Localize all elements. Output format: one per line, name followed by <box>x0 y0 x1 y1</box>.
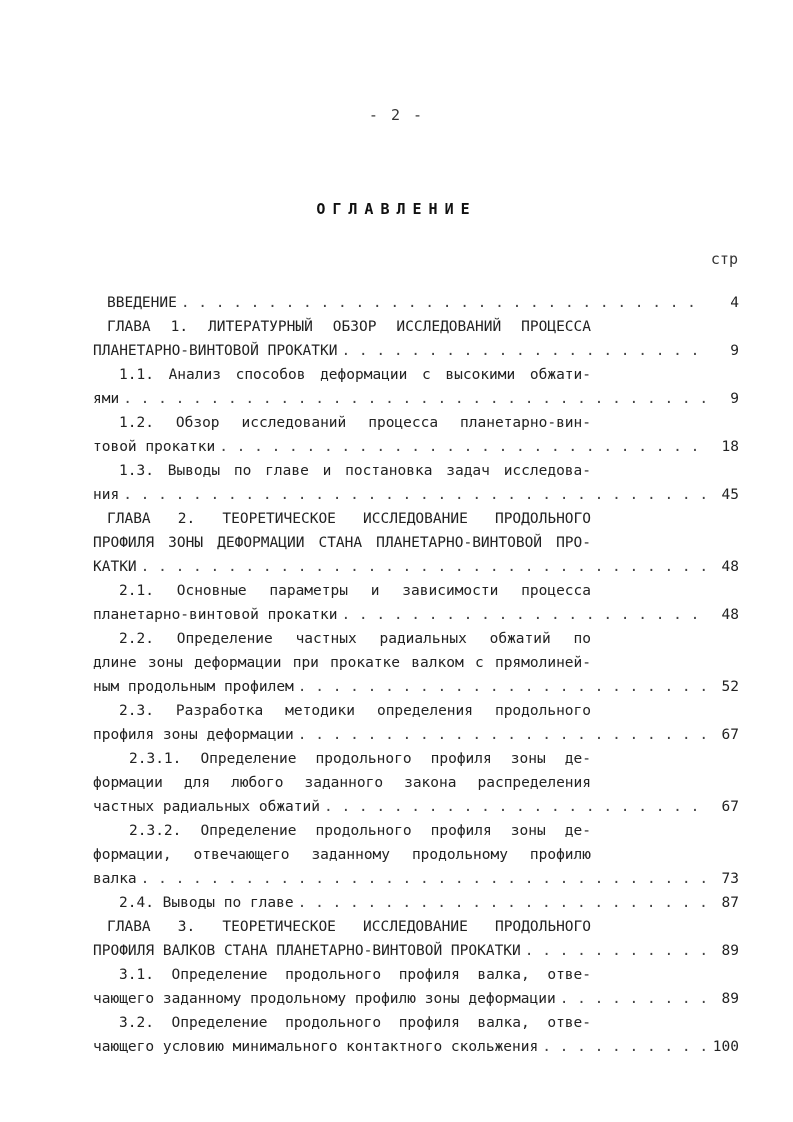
toc-entry <box>93 627 739 651</box>
toc-entry <box>93 699 739 723</box>
toc-entry <box>93 651 739 675</box>
dot-leader <box>141 555 705 579</box>
toc-entry-text: 2.3. Разработка методики определения продольного <box>119 703 591 719</box>
toc-entry-text: ГЛАВА 3. ТЕОРЕТИЧЕСКОЕ ИССЛЕДОВАНИЕ ПРОДОЛЬНОГО <box>107 919 591 935</box>
toc-entry-text: валка <box>93 871 137 887</box>
toc-entry-page: 67 <box>721 727 739 743</box>
toc-entry-page: 9 <box>730 343 739 359</box>
toc-entry-text: 2.3.1. Определение продольного профиля зоны де- <box>129 751 591 767</box>
toc-entry-text: чающего условию минимального контактного скольжения <box>93 1039 539 1055</box>
toc-entry-text: длине зоны деформации при прокатке валком с прямолиней- <box>93 655 591 671</box>
toc-entry-page: 100 <box>712 1039 739 1055</box>
dot-leader <box>525 939 705 963</box>
toc-entry <box>93 723 739 747</box>
toc-entry <box>93 795 739 819</box>
page-column-label: стр <box>710 250 738 268</box>
toc-entry-text: 2.3.2. Определение продольного профиля зоны де- <box>129 823 591 839</box>
toc-entry-text: 2.2. Определение частных радиальных обжатий по <box>119 631 591 647</box>
toc-entry-text: ПРОФИЛЯ ВАЛКОВ СТАНА ПЛАНЕТАРНО-ВИНТОВОЙ ПРОКАТКИ <box>93 943 521 959</box>
toc-entry-text: профиля зоны деформации <box>93 727 294 743</box>
toc-entry-text: формации, отвечающего заданному продольному профилю <box>93 847 591 863</box>
toc-entry-text: 1.2. Обзор исследований процесса планетарно-вин- <box>119 415 591 431</box>
toc-entry <box>93 771 739 795</box>
toc-entry-page: 9 <box>730 391 739 407</box>
toc-entry-text: ПРОФИЛЯ ЗОНЫ ДЕФОРМАЦИИ СТАНА ПЛАНЕТАРНО-ВИНТОВОЙ ПРО- <box>93 535 591 551</box>
toc-entry-text: частных радиальных обжатий <box>93 799 320 815</box>
toc-entry <box>93 339 739 363</box>
toc-entry-page: 18 <box>721 439 739 455</box>
toc-entry <box>93 363 739 387</box>
toc-entry-page: 48 <box>721 559 739 575</box>
toc-entry-text: товой прокатки <box>93 439 216 455</box>
toc-entry-text: 3.2. Определение продольного профиля валка, отве- <box>119 1015 591 1031</box>
toc-entry <box>93 987 739 1011</box>
dot-leader <box>123 483 705 507</box>
page-title: ОГЛАВЛЕНИЕ <box>316 200 477 218</box>
toc-entry-text: КАТКИ <box>93 559 137 575</box>
dot-leader <box>542 1035 705 1059</box>
toc-entry <box>93 867 739 891</box>
dot-leader <box>298 723 705 747</box>
toc-entry <box>93 459 739 483</box>
toc-entry <box>93 531 739 555</box>
toc-entry-text: ния <box>93 487 120 503</box>
toc-entry-page: 52 <box>721 679 739 695</box>
toc-entry <box>93 1035 739 1059</box>
dot-leader <box>341 339 705 363</box>
page-number: - 2 - <box>368 106 425 124</box>
dot-leader <box>560 987 705 1011</box>
toc-entry-text: ГЛАВА 1. ЛИТЕРАТУРНЫЙ ОБЗОР ИССЛЕДОВАНИЙ ПРОЦЕССА <box>107 319 591 335</box>
toc-entry <box>93 747 739 771</box>
dot-leader <box>298 891 705 915</box>
toc-entry-text: чающего заданному продольному профилю зоны деформации <box>93 991 556 1007</box>
toc-entry-page: 89 <box>721 943 739 959</box>
toc-entry-text: планетарно-винтовой прокатки <box>93 607 338 623</box>
toc-entry-text: ным продольным профилем <box>93 679 294 695</box>
toc-entry <box>93 603 739 627</box>
dot-leader <box>324 795 705 819</box>
dot-leader <box>298 675 705 699</box>
toc-entry <box>93 483 739 507</box>
toc-entry-page: 89 <box>721 991 739 1007</box>
toc-entry-page: 45 <box>721 487 739 503</box>
dot-leader <box>219 435 705 459</box>
toc-entry-text: ГЛАВА 2. ТЕОРЕТИЧЕСКОЕ ИССЛЕДОВАНИЕ ПРОДОЛЬНОГО <box>107 511 591 527</box>
toc-entry-page: 87 <box>721 895 739 911</box>
toc-entry-text: формации для любого заданного закона распределения <box>93 775 591 791</box>
toc-entry <box>93 579 739 603</box>
toc-entry <box>93 435 739 459</box>
toc-entry-text: ПЛАНЕТАРНО-ВИНТОВОЙ ПРОКАТКИ <box>93 343 338 359</box>
toc-entry <box>93 555 739 579</box>
toc-entry-text: 2.4. Выводы по главе <box>119 895 294 911</box>
toc-entry-page: 67 <box>721 799 739 815</box>
dot-leader <box>181 291 705 315</box>
toc-entry-text: ями <box>93 391 120 407</box>
toc-entry-page: 73 <box>721 871 739 887</box>
toc-entry-text: 1.1. Анализ способов деформации с высокими обжати- <box>119 367 591 383</box>
toc-entry-page: 48 <box>721 607 739 623</box>
toc-entry <box>93 819 739 843</box>
dot-leader <box>141 867 705 891</box>
table-of-contents <box>93 291 739 1059</box>
toc-entry <box>93 315 739 339</box>
toc-entry-text: 1.3. Выводы по главе и постановка задач исследова- <box>119 463 591 479</box>
toc-entry <box>93 387 739 411</box>
dot-leader <box>123 387 705 411</box>
toc-entry-page: 4 <box>730 295 739 311</box>
toc-entry <box>93 915 739 939</box>
dot-leader <box>341 603 705 627</box>
toc-entry <box>93 843 739 867</box>
toc-entry <box>93 291 739 315</box>
toc-entry-text: 2.1. Основные параметры и зависимости процесса <box>119 583 591 599</box>
toc-entry-text: 3.1. Определение продольного профиля валка, отве- <box>119 967 591 983</box>
toc-entry <box>93 891 739 915</box>
toc-entry <box>93 507 739 531</box>
toc-entry <box>93 675 739 699</box>
toc-entry <box>93 963 739 987</box>
toc-entry <box>93 411 739 435</box>
toc-entry-text: ВВЕДЕНИЕ <box>107 295 177 311</box>
toc-entry <box>93 1011 739 1035</box>
toc-entry <box>93 939 739 963</box>
